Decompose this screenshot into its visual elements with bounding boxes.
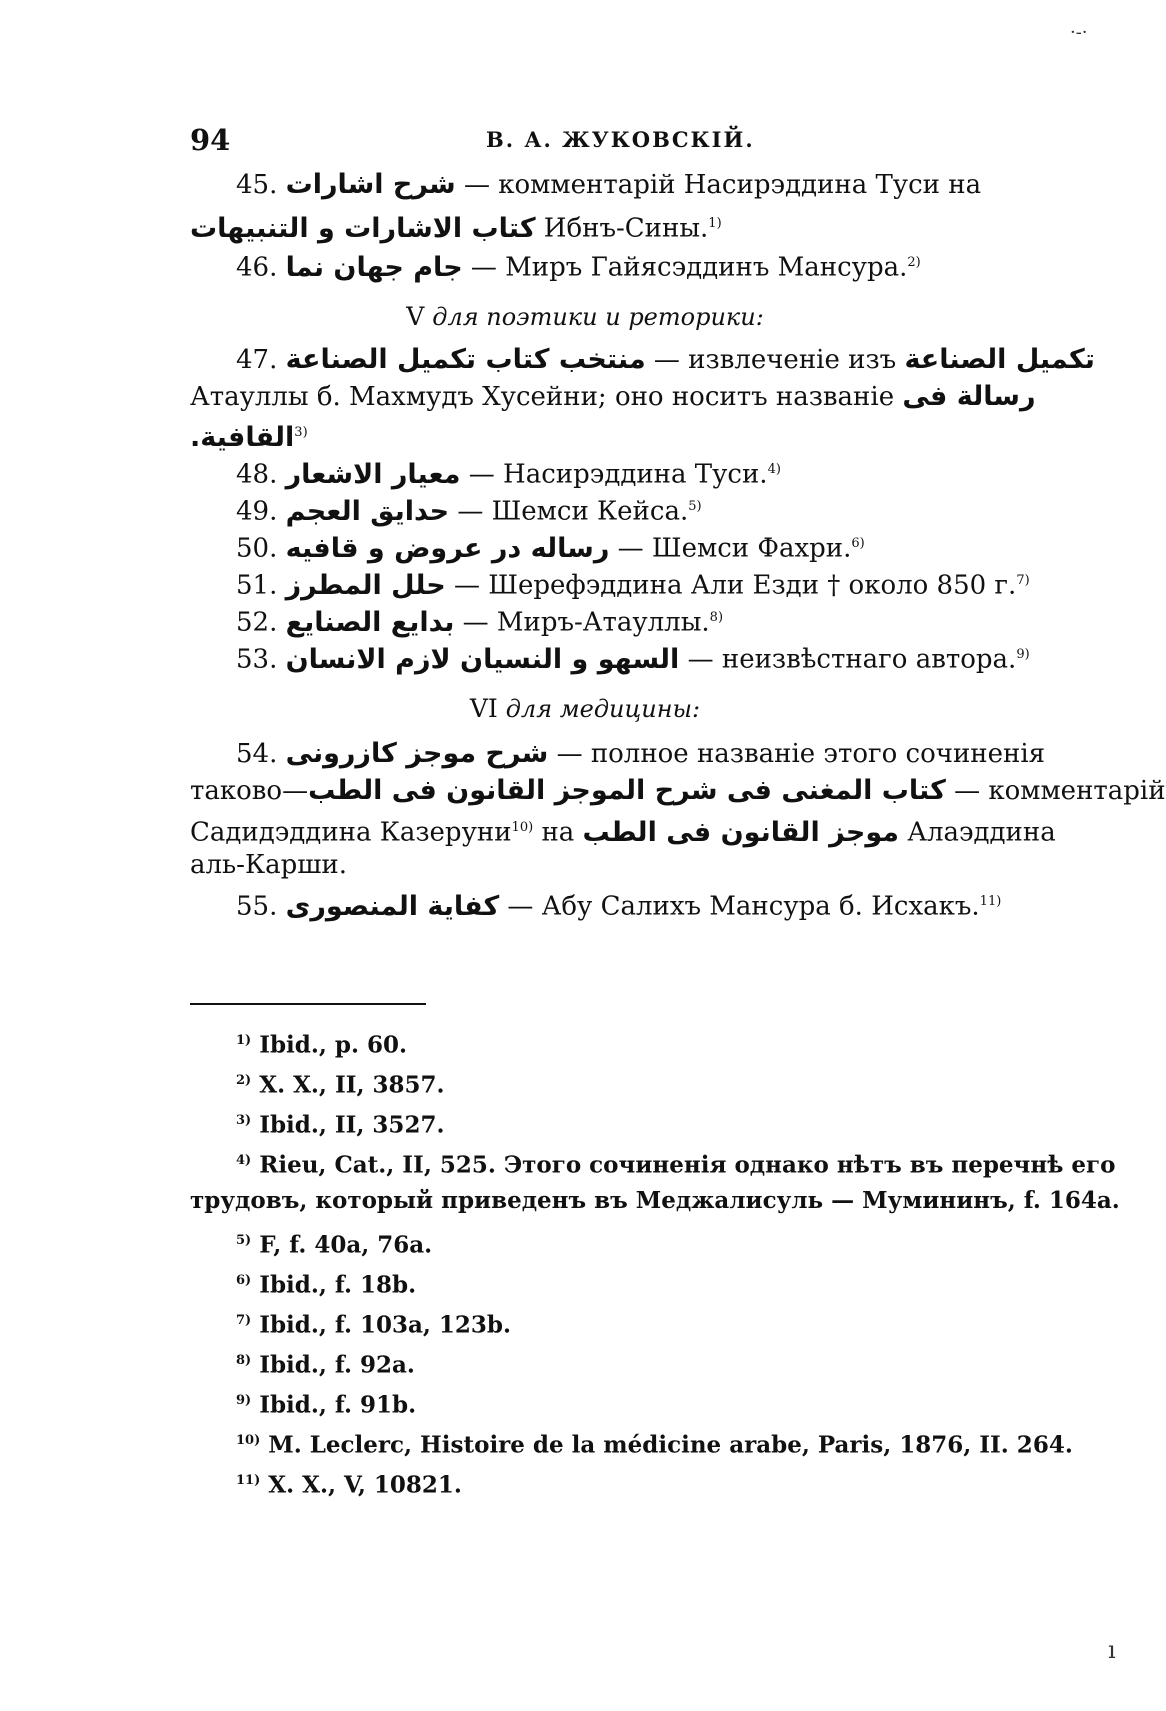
entry-49 (236, 490, 980, 529)
arabic-title: موجز القانون فى الطب (582, 816, 899, 848)
footnote-ref: 6) (851, 536, 865, 551)
footnote-text: Х. Х., II, 3857. (259, 1071, 445, 1099)
footnote-mark: 9) (236, 1393, 252, 1408)
entry-text: — Насирэддина Туси. (468, 459, 768, 490)
footnote-4 (236, 1146, 1115, 1181)
entry-text: Атауллы б. Махмудъ Хусейни; оно носитъ названіе (190, 382, 895, 412)
footnote-text: Ibid., f. 92a. (259, 1351, 415, 1379)
entry-47-cont (190, 380, 1036, 414)
footnote-mark: 7) (236, 1313, 252, 1328)
footnote-text: F, f. 40a, 76a. (259, 1231, 433, 1259)
entry-text: — Миръ Гайясэддинъ Мансура. (470, 252, 908, 283)
arabic-title: معيار الاشعار (285, 458, 461, 490)
entry-text: — Шемси Кейса. (457, 496, 689, 527)
footnote-mark: 5) (236, 1233, 252, 1248)
arabic-title: تكميل الصناعة (904, 344, 1095, 375)
footnote-text: трудовъ, который приведенъ въ Меджалисуль — Мумининъ, f. 164a. (190, 1187, 1120, 1214)
footnote-11 (236, 1466, 462, 1501)
footnote-4-cont (190, 1186, 1120, 1216)
arabic-title: رساله در عروض و قافيه (285, 532, 610, 564)
footnote-text: Ibid., f. 91b. (259, 1391, 417, 1419)
footnote-text: Ibid., II, 3527. (259, 1111, 445, 1139)
arabic-title: كتاب الاشارات و التنبيهات (190, 212, 536, 244)
footnote-ref: 4) (767, 462, 781, 477)
footnote-7 (236, 1306, 511, 1341)
section-heading-v (190, 300, 980, 334)
footnote-mark: 2) (236, 1073, 252, 1088)
footnote-mark: 8) (236, 1353, 252, 1368)
entry-text: Алаэддина (907, 817, 1056, 848)
running-title: В. А. ЖУКОВСКІЙ. (486, 127, 755, 152)
footnote-mark: 4) (236, 1153, 252, 1168)
arabic-title: منتخب كتاب تكميل الصناعة (285, 344, 646, 375)
entry-48 (236, 453, 980, 492)
entry-50 (236, 527, 980, 566)
section-heading-vi (190, 692, 980, 726)
entry-52 (236, 601, 980, 640)
entry-54-cont (190, 774, 1166, 808)
entry-text: — комментарій (954, 776, 1166, 806)
entry-number: 48. (236, 459, 278, 490)
footnote-mark: 3) (236, 1113, 252, 1128)
arabic-title: القافية. (190, 421, 295, 453)
arabic-title: كفاية المنصورى (285, 890, 500, 922)
footnote-8 (236, 1346, 415, 1381)
footnote-ref: 1) (708, 216, 722, 231)
footnote-6 (236, 1266, 416, 1301)
entry-text: таково— (190, 776, 309, 806)
section-label: для медицины: (505, 695, 701, 723)
entry-number: 54. (236, 739, 278, 769)
arabic-title: شرح موجز كازرونى (285, 738, 549, 769)
arabic-title: رسالة فى (902, 381, 1036, 412)
entry-number: 52. (236, 607, 278, 638)
entry-number: 50. (236, 533, 278, 564)
entry-53 (236, 638, 1030, 677)
entry-text: аль-Карши. (190, 850, 347, 880)
entry-number: 49. (236, 496, 278, 527)
section-label: для поэтики и реторики: (432, 303, 764, 331)
entry-54 (236, 737, 1046, 771)
entry-text: — неизвѣстнаго автора. (687, 644, 1017, 675)
entry-text: — полное названіе этого сочиненія (556, 739, 1046, 769)
entry-46 (236, 246, 980, 285)
footnote-10 (236, 1426, 1073, 1461)
footnote-ref: 5) (688, 499, 702, 514)
entry-text: — Шерефэддина Али Езди † около 850 г. (454, 570, 1017, 601)
entry-number: 46. (236, 252, 278, 283)
entry-text: Садидэддина Казеруни (190, 817, 512, 848)
entry-text: — Миръ-Атауллы. (462, 607, 710, 638)
footnote-ref: 2) (907, 255, 921, 270)
footnote-ref: 8) (709, 610, 724, 625)
footnote-5 (236, 1226, 432, 1261)
arabic-title: بدايع الصنايع (285, 606, 455, 638)
entry-text: — Абу Салихъ Мансура б. Исхакъ. (507, 891, 980, 922)
page-header (190, 123, 980, 163)
page-number: 94 (190, 123, 231, 157)
footnote-text: Rieu, Cat., II, 525. Этого сочиненія однако нѣтъ въ перечнѣ его (259, 1151, 1116, 1179)
arabic-title: كتاب المغنى فى شرح الموجز القانون فى الطب (308, 775, 946, 806)
arabic-title: شرح اشارات (285, 169, 456, 200)
entry-47 (236, 343, 1095, 377)
footnote-2 (236, 1066, 445, 1101)
footnote-mark: 10) (236, 1433, 261, 1448)
footnote-text: Ibid., f. 103a, 123b. (259, 1311, 512, 1339)
footnote-text: Х. Х., V, 10821. (268, 1471, 462, 1499)
footnote-text: Ibid., f. 18b. (259, 1271, 417, 1299)
entry-45-cont (190, 207, 980, 246)
footnote-text: Ibid., p. 60. (259, 1031, 408, 1059)
entry-51 (236, 564, 1030, 603)
footnote-9 (236, 1386, 416, 1421)
footnote-ref: 3) (294, 425, 308, 440)
entry-text: на (541, 817, 575, 848)
footnote-ref: 9) (1016, 647, 1030, 662)
entry-number: 45. (236, 170, 278, 200)
entry-text: Ибнъ-Сины. (543, 213, 709, 244)
arabic-title: حلل المطرز (285, 569, 446, 601)
arabic-title: جام جهان نما (285, 251, 463, 283)
footnote-ref: 10) (511, 820, 534, 835)
section-number: VI (469, 694, 498, 723)
arabic-title: السهو و النسيان لازم الانسان (285, 643, 680, 675)
footnote-mark: 6) (236, 1273, 252, 1288)
entry-number: 55. (236, 891, 278, 922)
entry-number: 47. (236, 345, 278, 375)
entry-text: — Шемси Фахри. (617, 533, 852, 564)
scan-speck: ·-· (1070, 22, 1088, 43)
footnote-ref: 11) (979, 894, 1002, 909)
footnote-divider (190, 1003, 426, 1005)
entry-text: — комментарій Насирэддина Туси на (463, 170, 982, 200)
entry-47-cont2 (190, 416, 980, 455)
entry-number: 53. (236, 644, 278, 675)
footnote-1 (236, 1026, 407, 1061)
entry-54-cont2 (190, 811, 1056, 850)
footnote-mark: 1) (236, 1033, 252, 1048)
entry-55 (236, 885, 1002, 924)
entry-54-cont3 (190, 848, 980, 882)
entry-text: — извлеченіе изъ (653, 345, 897, 375)
arabic-title: حدايق العجم (285, 495, 450, 527)
footnote-mark: 11) (236, 1473, 261, 1488)
entry-number: 51. (236, 570, 278, 601)
scan-speck: ı (1108, 1636, 1116, 1664)
footnote-text: M. Leclerc, Histoire de la médicine arabe, Paris, 1876, II. 264. (268, 1431, 1073, 1459)
entry-45 (236, 168, 980, 202)
footnote-ref: 7) (1016, 573, 1030, 588)
section-number: V (406, 302, 425, 331)
footnote-3 (236, 1106, 444, 1141)
